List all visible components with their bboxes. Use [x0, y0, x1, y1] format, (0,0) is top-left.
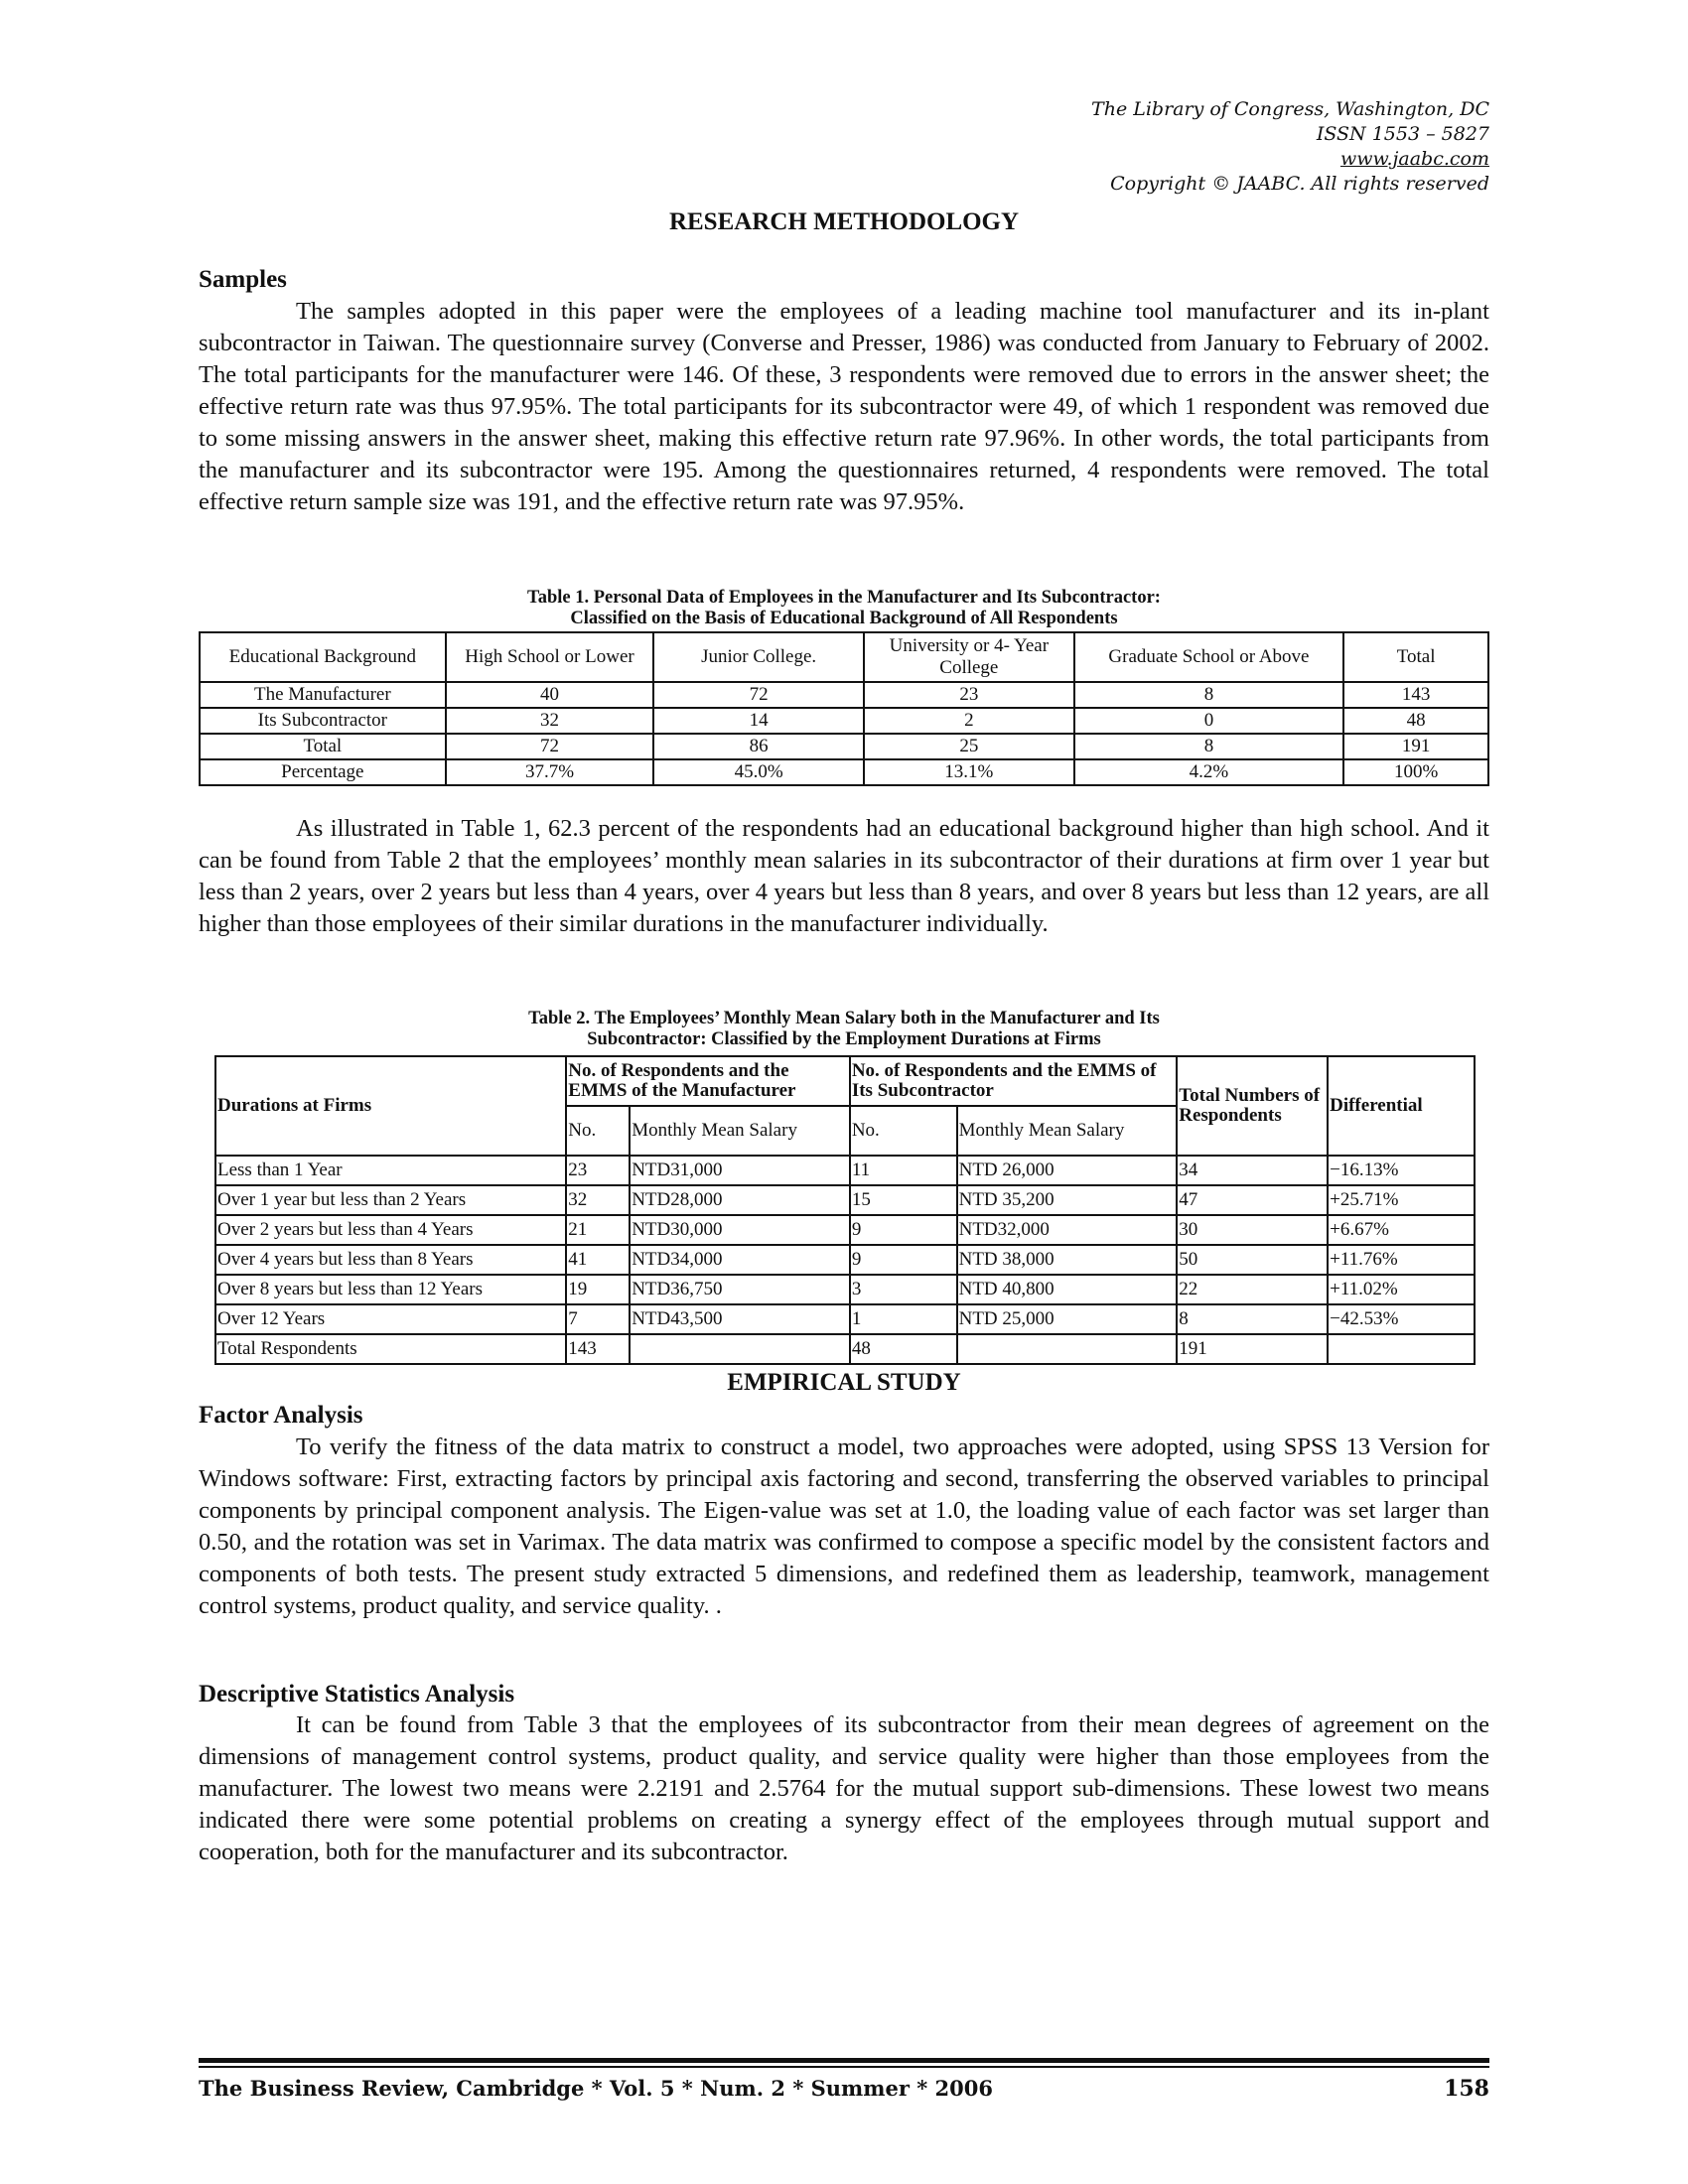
table-row [215, 1215, 1475, 1245]
header-manufacturer-salary: Monthly Mean Salary [630, 1106, 850, 1156]
table-cell: +11.02% [1328, 1275, 1475, 1304]
header-manufacturer: No. of Respondents and the EMMS of the Manufacturer [566, 1056, 850, 1106]
table-cell: NTD31,000 [630, 1156, 850, 1185]
table-cell: 22 [1177, 1275, 1328, 1304]
table-cell: 4.2% [1074, 759, 1344, 785]
table-cell: +25.71% [1328, 1185, 1475, 1215]
table-cell: 23 [864, 682, 1074, 708]
table-header-cell: Educational Background [200, 632, 446, 682]
table-cell: NTD 26,000 [957, 1156, 1178, 1185]
heading-samples: Samples [199, 266, 287, 293]
section-title-empirical-study: EMPIRICAL STUDY [727, 1369, 961, 1396]
table-row [215, 1275, 1475, 1304]
table-row [200, 708, 1488, 734]
table-header-cell: High School or Lower [446, 632, 654, 682]
table-cell: 72 [653, 682, 864, 708]
table-cell: 8 [1074, 682, 1344, 708]
footer-journal-info: The Business Review, Cambridge * Vol. 5 * Num. 2 * Summer * 2006 [199, 2076, 993, 2101]
table-cell: 32 [566, 1185, 630, 1215]
header-total-respondents: Total Numbers of Respondents [1177, 1056, 1328, 1156]
page-number: 158 [1444, 2076, 1489, 2102]
table-cell: 48 [1343, 708, 1488, 734]
table1-caption-line1: Table 1. Personal Data of Employees in the Manufacturer and Its Subcontractor: [527, 588, 1161, 608]
table-cell: 8 [1177, 1304, 1328, 1334]
table-cell: Over 2 years but less than 4 Years [215, 1215, 566, 1245]
table-header-cell: Total [1343, 632, 1488, 682]
table-cell: The Manufacturer [200, 682, 446, 708]
footer-divider [199, 2058, 1489, 2063]
table-cell: 50 [1177, 1245, 1328, 1275]
paragraph-samples: The samples adopted in this paper were the employees of a leading machine tool manufacturer and its in-plant subcontractor in Taiwan. The questionnaire survey (Converse and Presser, 1986) was conducted from January to February of 2002. The total participants for the manufacturer were 146. Of these, 3 respondents were removed due to errors in the answer sheet; the effective return rate was thus 97.95%. The total participants for its subcontractor were 49, of which 1 respondent was removed due to some missing answers in the answer sheet, making this effective return rate 97.96%. In other words, the total participants from the manufacturer and its subcontractor were 195. Among the questionnaires returned, 4 respondents were removed. The total effective return sample size was 191, and the effective return rate was 97.95%. [199, 298, 1489, 515]
table-cell [630, 1334, 850, 1364]
table-cell: Over 1 year but less than 2 Years [215, 1185, 566, 1215]
header-manufacturer-no: No. [566, 1106, 630, 1156]
paragraph-descriptive-statistics: It can be found from Table 3 that the employees of its subcontractor from their mean degrees of agreement on the dimensions of management control systems, product quality, and service quality were higher than those employees from the manufacturer. The lowest two means were 2.2191 and 2.5764 for the mutual support sub-dimensions. These lowest two means indicated there were some potential problems on creating a synergy effect of the employees through mutual support and cooperation, both for the manufacturer and its subcontractor. [199, 1711, 1489, 1865]
table-cell: 47 [1177, 1185, 1328, 1215]
table-cell: 191 [1177, 1334, 1328, 1364]
table-cell: NTD28,000 [630, 1185, 850, 1215]
table-cell: Percentage [200, 759, 446, 785]
table-cell: 7 [566, 1304, 630, 1334]
header-copyright: Copyright © JAABC. All rights reserved [1110, 173, 1489, 195]
paragraph-table1-discussion: As illustrated in Table 1, 62.3 percent of the respondents had an educational background higher than high school. And it can be found from Table 2 that the employees’ monthly mean salaries in its subcontractor of their durations at firm over 1 year but less than 2 years, over 2 years but less than 4 years, over 4 years but less than 8 years, and over 8 years but less than 12 years, are all higher than those employees of their similar durations in the manufacturer individually. [199, 815, 1489, 937]
table-row [215, 1185, 1475, 1215]
table-cell: +11.76% [1328, 1245, 1475, 1275]
table-cell: 40 [446, 682, 654, 708]
table-cell: Over 8 years but less than 12 Years [215, 1275, 566, 1304]
table-cell: −42.53% [1328, 1304, 1475, 1334]
table-row [215, 1334, 1475, 1364]
table-cell: 14 [653, 708, 864, 734]
table-header-row [200, 632, 1488, 682]
table-cell: 34 [1177, 1156, 1328, 1185]
table2-monthly-mean-salary [214, 1055, 1476, 1365]
table1-caption [199, 588, 1489, 629]
table-row [215, 1245, 1475, 1275]
header-durations: Durations at Firms [215, 1056, 566, 1156]
table-cell: 23 [566, 1156, 630, 1185]
table-cell: 32 [446, 708, 654, 734]
table-cell: Total [200, 734, 446, 759]
table-header-cell: University or 4- Year College [864, 632, 1074, 682]
table-row [200, 682, 1488, 708]
table-cell: 1 [850, 1304, 957, 1334]
table-cell: Over 12 Years [215, 1304, 566, 1334]
table-row [200, 734, 1488, 759]
table-cell: 30 [1177, 1215, 1328, 1245]
table-cell [957, 1334, 1178, 1364]
paragraph-factor-analysis: To verify the fitness of the data matrix to construct a model, two approaches were adopted, using SPSS 13 Version for Windows software: First, extracting factors by principal axis factoring and second, transferring the observed variables to principal components by principal component analysis. The Eigen-value was set at 1.0, the loading value of each factor was set larger than 0.50, and the rotation was set in Varimax. The data matrix was confirmed to compose a specific model by the consistent factors and components of both tests. The present study extracted 5 dimensions, and redefined them as leadership, teamwork, management control systems, product quality, and service quality. . [199, 1433, 1489, 1619]
table-cell: 3 [850, 1275, 957, 1304]
table-cell: Less than 1 Year [215, 1156, 566, 1185]
table-cell: 41 [566, 1245, 630, 1275]
header-differential: Differential [1328, 1056, 1475, 1156]
table1-caption-line2: Classified on the Basis of Educational Background of All Respondents [570, 609, 1118, 628]
table-cell: 37.7% [446, 759, 654, 785]
footer-divider-thin [199, 2066, 1489, 2068]
journal-header [1091, 97, 1489, 197]
header-library: The Library of Congress, Washington, DC [1091, 98, 1489, 120]
section-title-research-methodology: RESEARCH METHODOLOGY [668, 208, 1020, 235]
table-cell: NTD43,500 [630, 1304, 850, 1334]
table-cell: 143 [1343, 682, 1488, 708]
table-cell [1328, 1334, 1475, 1364]
table2-caption-line2: Subcontractor: Classified by the Employment Durations at Firms [587, 1029, 1101, 1049]
table-cell: Over 4 years but less than 8 Years [215, 1245, 566, 1275]
header-subcontractor-salary: Monthly Mean Salary [957, 1106, 1178, 1156]
table-header-cell: Graduate School or Above [1074, 632, 1344, 682]
table-cell: NTD34,000 [630, 1245, 850, 1275]
table-cell: 2 [864, 708, 1074, 734]
table-cell: 9 [850, 1245, 957, 1275]
table-cell: 72 [446, 734, 654, 759]
heading-factor-analysis: Factor Analysis [199, 1402, 363, 1429]
table-cell: NTD 40,800 [957, 1275, 1178, 1304]
table-cell: 25 [864, 734, 1074, 759]
table2-caption-line1: Table 2. The Employees’ Monthly Mean Salary both in the Manufacturer and Its [528, 1009, 1160, 1028]
table-cell: NTD 25,000 [957, 1304, 1178, 1334]
table-cell: 143 [566, 1334, 630, 1364]
table-cell: 0 [1074, 708, 1344, 734]
table-row [200, 759, 1488, 785]
table-cell: 19 [566, 1275, 630, 1304]
table-cell: NTD 35,200 [957, 1185, 1178, 1215]
table-cell: 8 [1074, 734, 1344, 759]
table-cell: −16.13% [1328, 1156, 1475, 1185]
header-issn: ISSN 1553 – 5827 [1316, 123, 1489, 145]
header-url-link[interactable]: www.jaabc.com [1339, 148, 1489, 170]
table-cell: 11 [850, 1156, 957, 1185]
table-cell: 100% [1343, 759, 1488, 785]
header-subcontractor: No. of Respondents and the EMMS of Its Subcontractor [850, 1056, 1177, 1106]
table-cell: 45.0% [653, 759, 864, 785]
table-cell: 48 [850, 1334, 957, 1364]
table-cell: NTD30,000 [630, 1215, 850, 1245]
table-row [215, 1156, 1475, 1185]
table-header-cell: Junior College. [653, 632, 864, 682]
table1-educational-background [199, 631, 1489, 786]
table-cell: NTD 38,000 [957, 1245, 1178, 1275]
table-cell: 9 [850, 1215, 957, 1245]
table-row [215, 1304, 1475, 1334]
header-subcontractor-no: No. [850, 1106, 957, 1156]
table-cell: Its Subcontractor [200, 708, 446, 734]
table-cell: 191 [1343, 734, 1488, 759]
table2-caption [199, 1009, 1489, 1050]
table-cell: 21 [566, 1215, 630, 1245]
table-cell: NTD36,750 [630, 1275, 850, 1304]
table-cell: NTD32,000 [957, 1215, 1178, 1245]
table-cell: 13.1% [864, 759, 1074, 785]
table-cell: 15 [850, 1185, 957, 1215]
table-cell: +6.67% [1328, 1215, 1475, 1245]
table-cell: 86 [653, 734, 864, 759]
heading-descriptive-statistics: Descriptive Statistics Analysis [199, 1681, 515, 1707]
table-cell: Total Respondents [215, 1334, 566, 1364]
table-header-row [215, 1056, 1475, 1106]
